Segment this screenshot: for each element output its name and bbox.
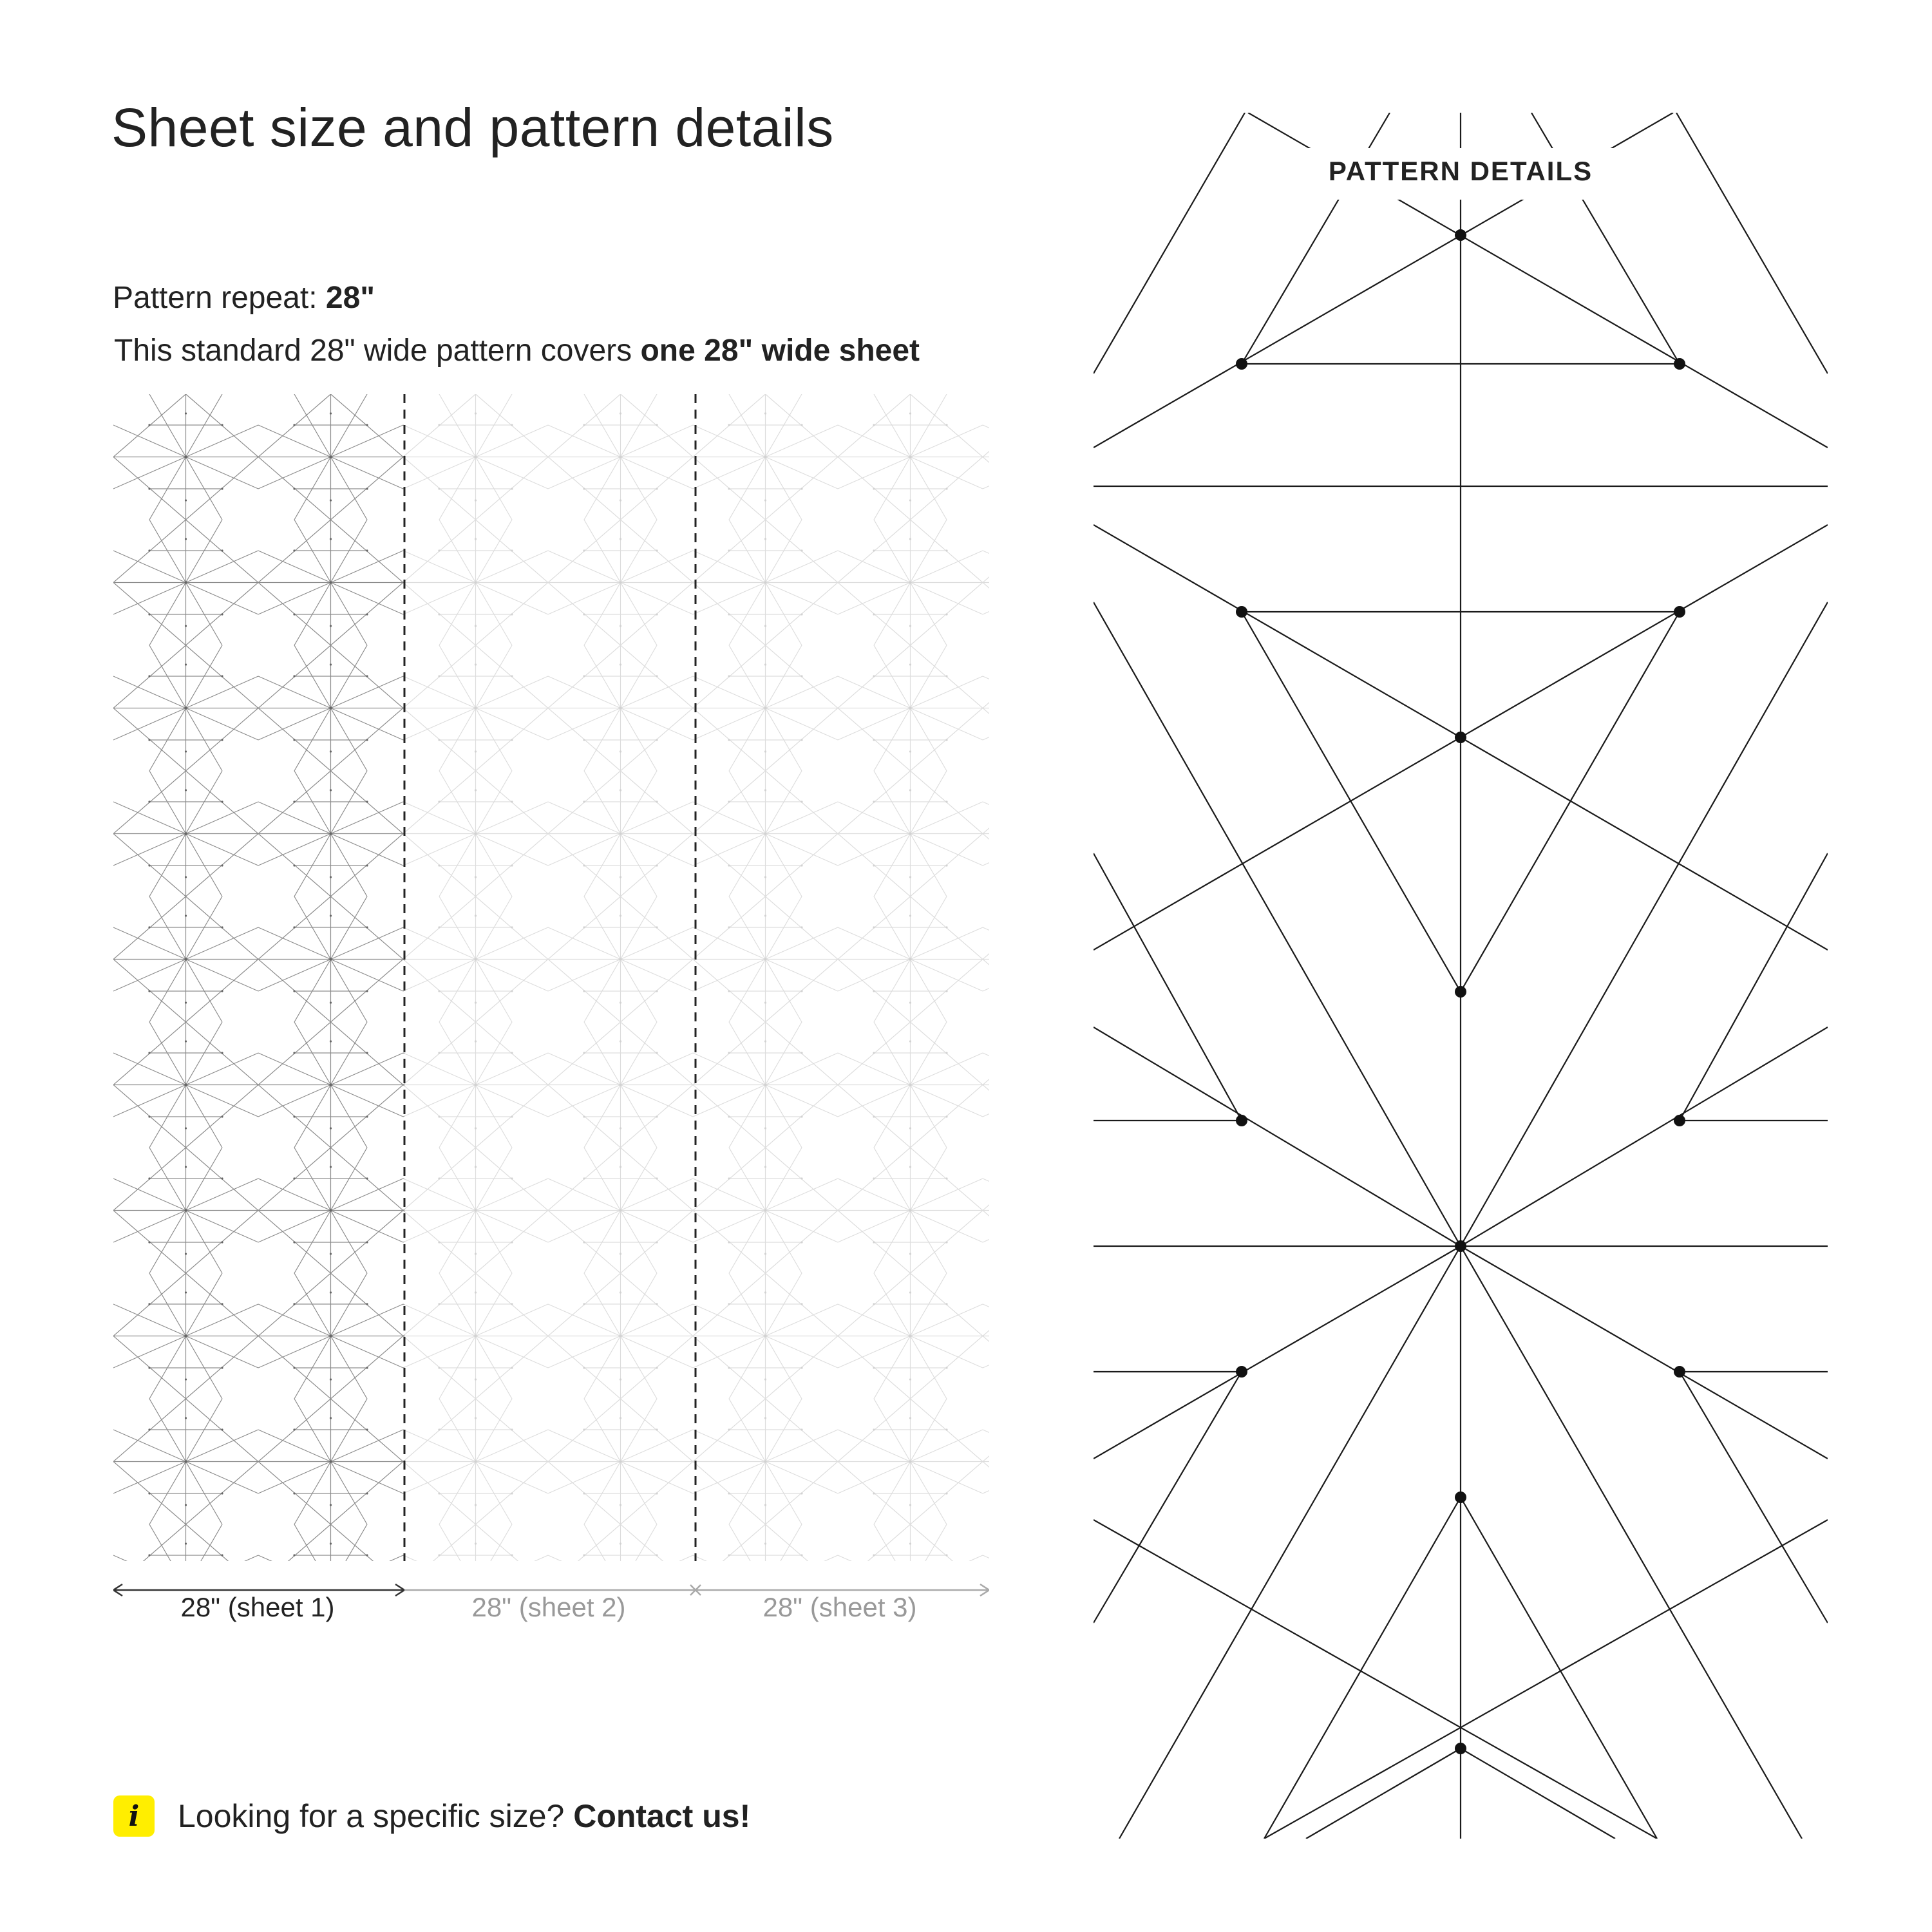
pattern-repeat-label: Pattern repeat: bbox=[113, 281, 326, 315]
pattern-details-title: PATTERN DETAILS bbox=[1328, 156, 1593, 186]
contact-info bbox=[113, 1795, 750, 1837]
pattern-repeat-value: 28" bbox=[325, 281, 375, 315]
sheet-1-label: 28" (sheet 1) bbox=[180, 1592, 335, 1622]
coverage-text bbox=[114, 333, 920, 368]
sheet-2-pattern bbox=[404, 394, 696, 1561]
coverage-prefix: This standard 28" wide pattern covers bbox=[114, 334, 641, 368]
sheet-3-label: 28" (sheet 3) bbox=[762, 1592, 917, 1622]
page-title: Sheet size and pattern details bbox=[111, 97, 834, 158]
pattern-preview bbox=[113, 394, 989, 1605]
coverage-bold: one 28" wide sheet bbox=[640, 334, 920, 368]
pattern-repeat bbox=[113, 280, 375, 316]
sheet-1-pattern bbox=[113, 394, 404, 1561]
contact-link[interactable]: Contact us! bbox=[573, 1798, 751, 1834]
sheet-3-pattern bbox=[696, 394, 989, 1561]
info-text bbox=[178, 1797, 750, 1835]
info-icon: i bbox=[113, 1795, 155, 1837]
info-message: Looking for a specific size? bbox=[178, 1798, 574, 1834]
pattern-detail-diagram bbox=[1094, 113, 1828, 1839]
sheet-2-label: 28" (sheet 2) bbox=[471, 1592, 626, 1622]
